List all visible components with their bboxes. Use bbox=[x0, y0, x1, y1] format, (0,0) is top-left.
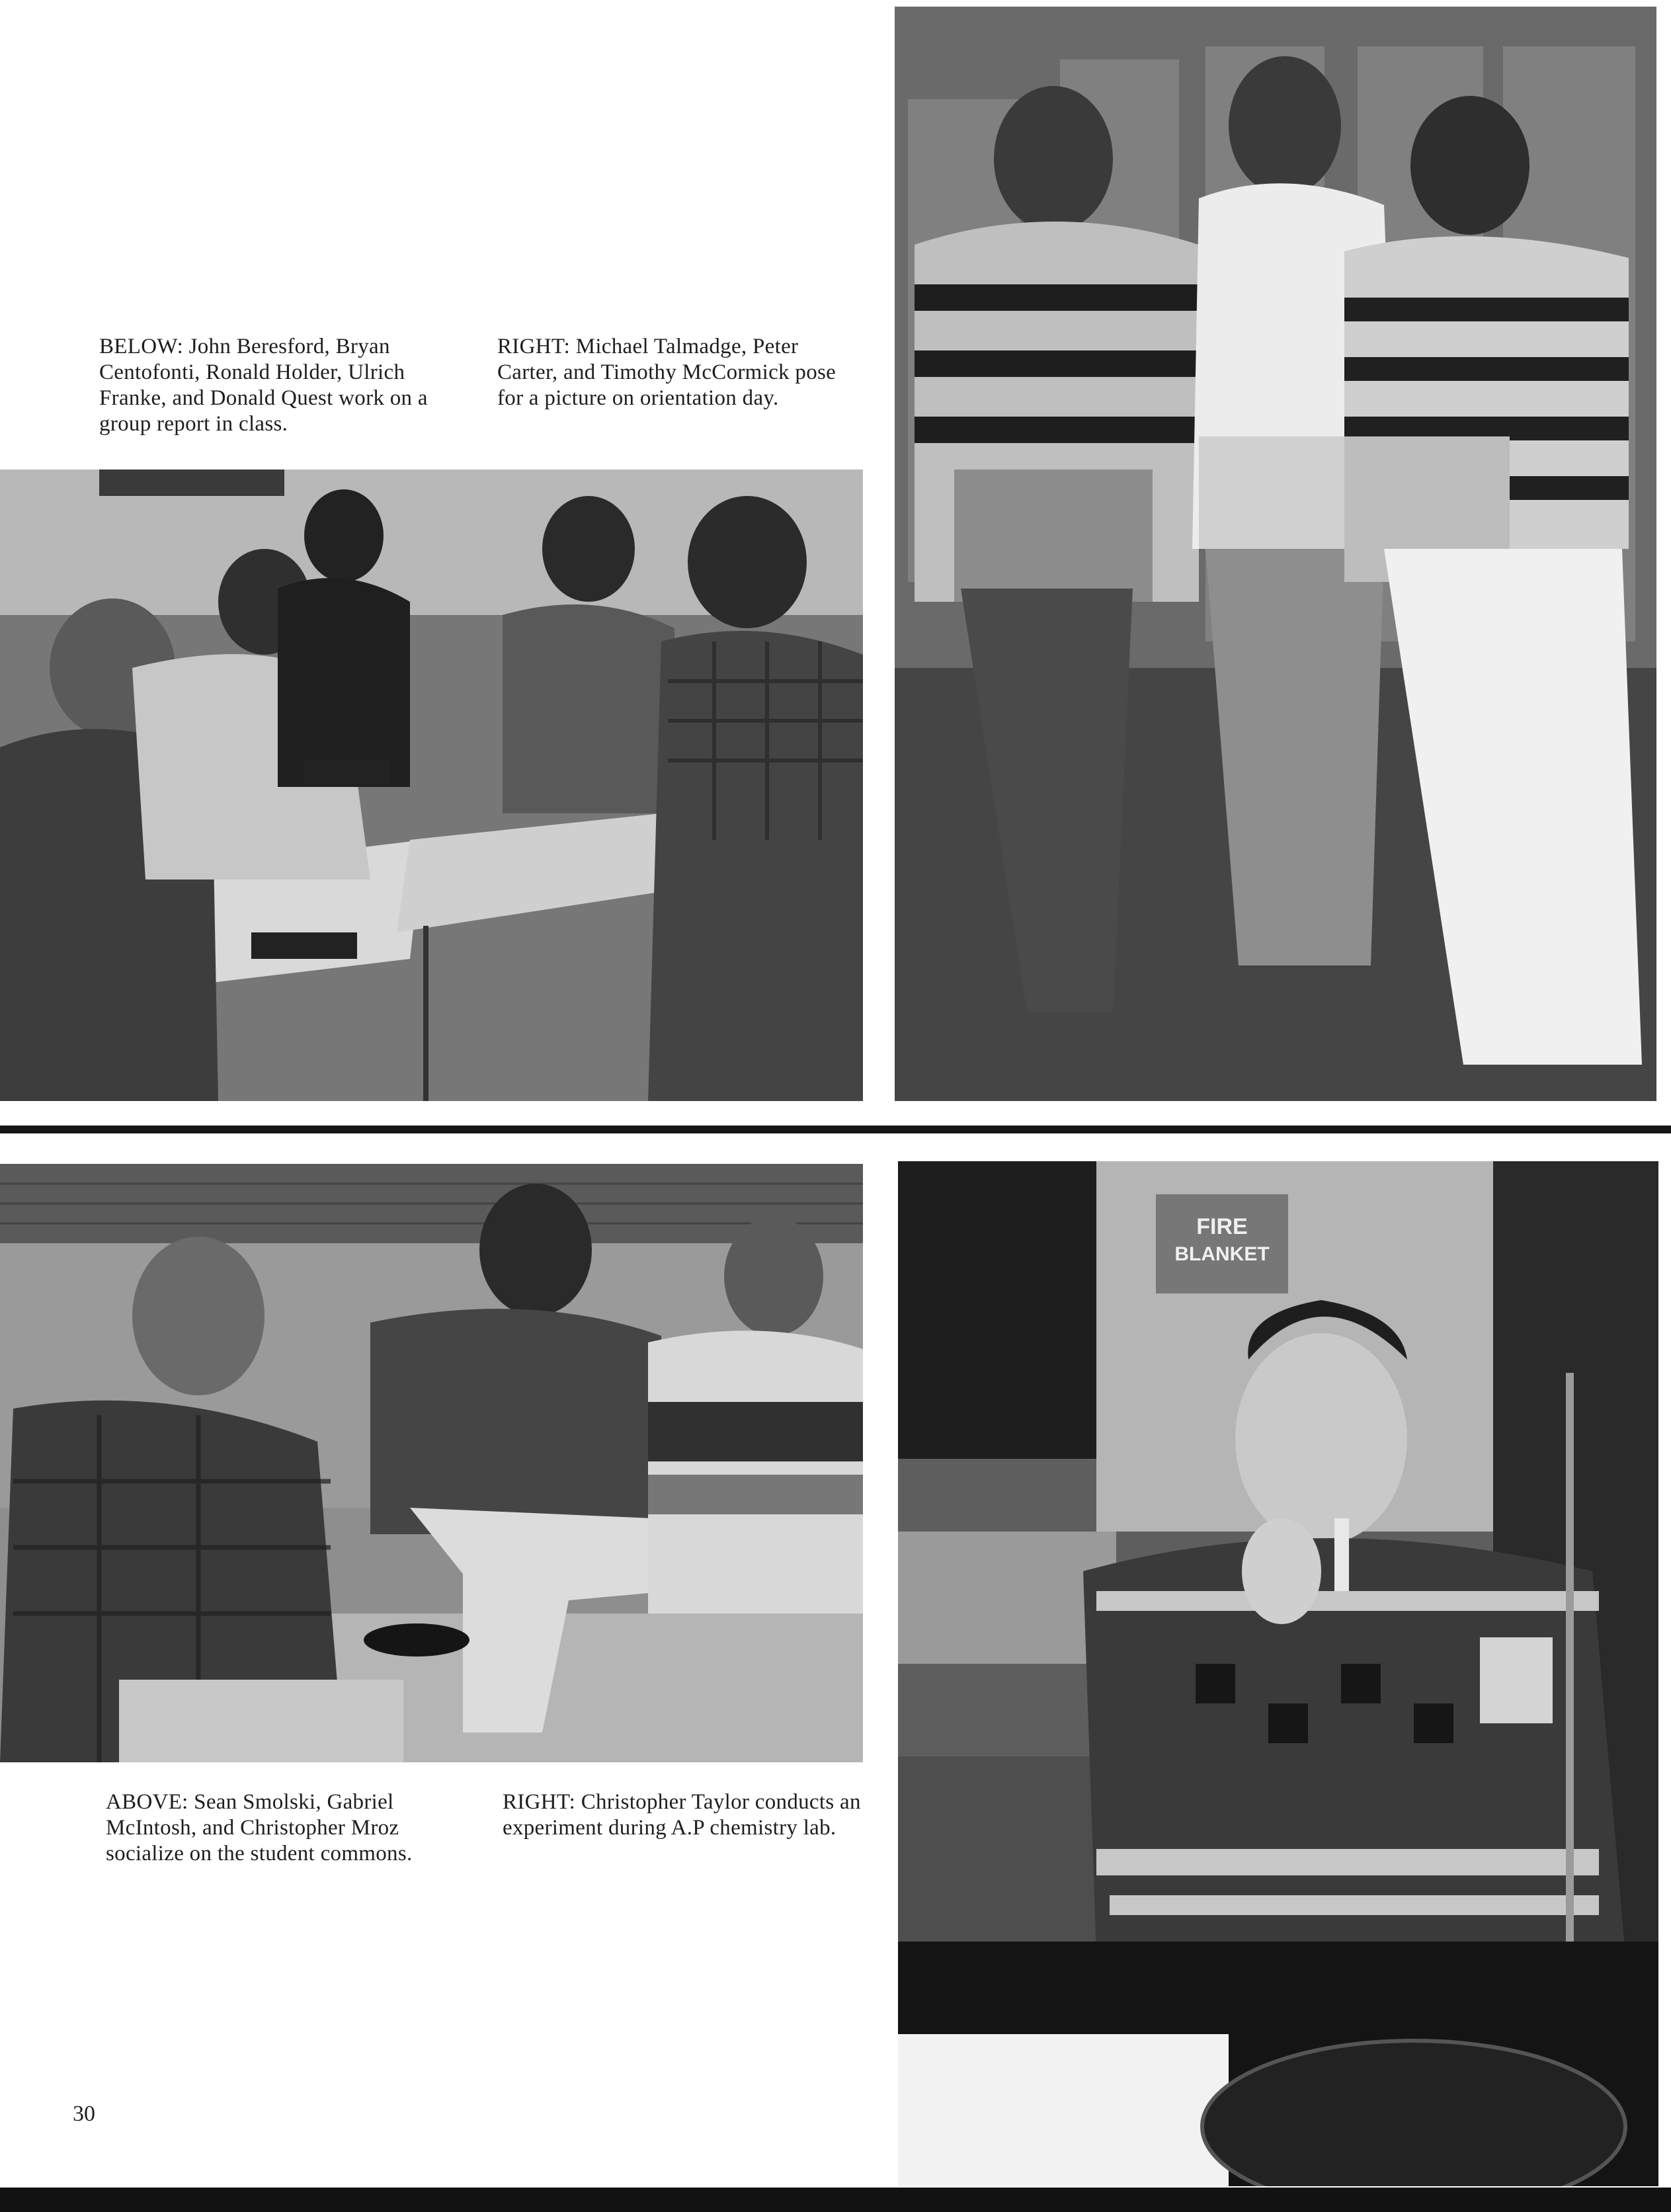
caption-classroom: BELOW: John Beresford, Bryan Centofonti, Ronald Holder, Ulrich Franke, and Donald Quest work on a group report in class. bbox=[99, 335, 428, 436]
students-sitting-outdoors-illustration bbox=[0, 1164, 863, 1762]
fire-blanket-sign-line1: FIRE bbox=[1196, 1214, 1248, 1239]
page-number: 30 bbox=[73, 2102, 95, 2126]
chemistry-photo bbox=[898, 1161, 1658, 2186]
orientation-photo bbox=[895, 7, 1656, 1101]
caption-orientation: RIGHT: Michael Talmadge, Peter Carter, and Timothy McCormick pose for a picture on orientation day. bbox=[497, 335, 836, 410]
caption-commons: ABOVE: Sean Smolski, Gabriel McIntosh, and Christopher Mroz socialize on the student commons. bbox=[106, 1790, 413, 1865]
commons-photo bbox=[0, 1164, 863, 1762]
caption-chemistry: RIGHT: Christopher Taylor conducts an experiment during A.P chemistry lab. bbox=[503, 1790, 861, 1840]
section-divider-rule bbox=[0, 1126, 1671, 1133]
bottom-edge-band bbox=[0, 2188, 1671, 2212]
student-chemistry-lab-illustration bbox=[898, 1161, 1658, 2186]
fire-blanket-sign-line2: BLANKET bbox=[1174, 1243, 1270, 1265]
students-holding-books-illustration bbox=[895, 7, 1656, 1101]
students-at-desks-illustration bbox=[0, 470, 863, 1101]
classroom-photo bbox=[0, 470, 863, 1101]
